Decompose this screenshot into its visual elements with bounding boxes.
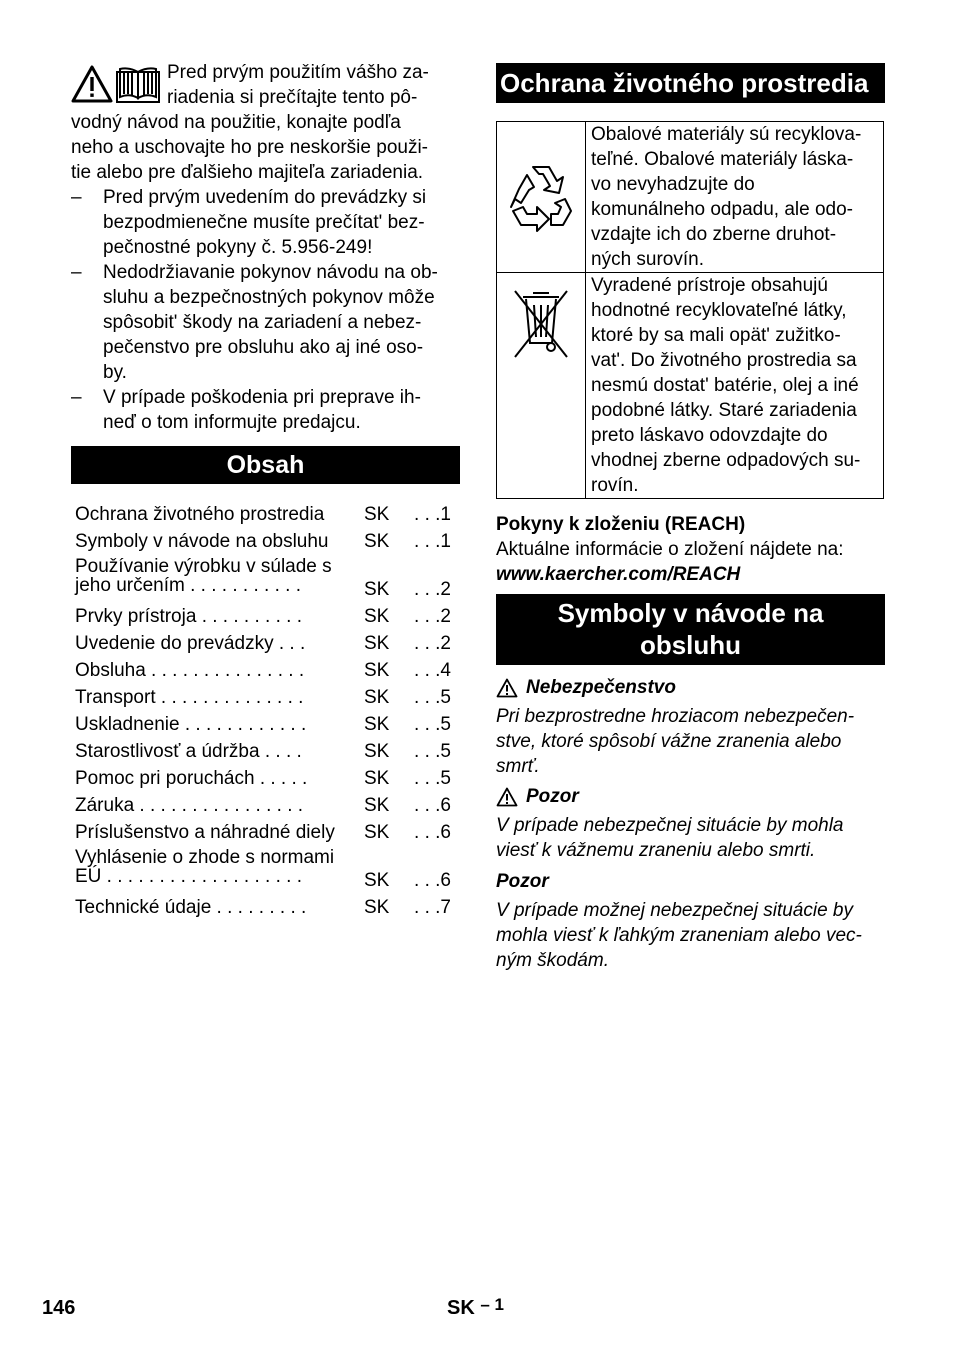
toc-entry-page: . . .2 [414, 579, 451, 600]
toc-entry-page: . . .2 [414, 633, 451, 654]
open-book-icon [117, 68, 159, 102]
toc-entry-page: . . .5 [414, 741, 451, 762]
toc-entry[interactable] [75, 603, 460, 630]
toc-entry-title: Uvedenie do prevádzky . . . [75, 633, 306, 654]
toc-entry[interactable] [75, 711, 460, 738]
toc-entry[interactable] [75, 501, 460, 528]
toc-entry[interactable] [75, 684, 460, 711]
environment-table [496, 121, 884, 499]
toc-entry-page: . . .1 [414, 504, 451, 525]
toc-entry-title: Príslušenstvo a náhradné diely [75, 822, 335, 843]
toc-entry-title: Starostlivosť a údržba . . . . [75, 741, 302, 762]
toc-entry[interactable] [75, 657, 460, 684]
toc-entry-page: . . .4 [414, 660, 451, 681]
recycle-icon [503, 159, 579, 235]
toc-entry[interactable] [75, 738, 460, 765]
warning-manual-icons [71, 64, 163, 104]
section-heading-obsah: Obsah [71, 446, 460, 484]
warning-triangle-icon [496, 678, 518, 698]
toc-entry-lang: SK [364, 897, 390, 918]
toc-entry-page: . . .6 [414, 822, 451, 843]
intro-line: tie alebo pre ďalšieho majiteľa zariadenia. [71, 162, 424, 183]
toc-entry-lang: SK [364, 504, 390, 525]
toc-entry[interactable] [75, 528, 460, 555]
intro-section [71, 60, 460, 435]
reach-text: Aktuálne informácie o zložení nájdete na: [496, 539, 844, 560]
toc-entry-title: Pomoc pri poruchách . . . . . [75, 768, 308, 789]
toc-entry-lang: SK [364, 822, 390, 843]
toc-entry-page: . . .6 [414, 870, 451, 891]
table-row [497, 122, 884, 273]
toc-entry-title: Obsluha . . . . . . . . . . . . . . . [75, 660, 305, 681]
table-cell-icon [497, 273, 586, 499]
footer-lang-page: SK $^{- 1}$ [447, 1295, 504, 1319]
toc-entry-title: Technické údaje . . . . . . . . . [75, 897, 307, 918]
list-item: – V prípade poškodenia pri preprave ih- neď o tom informujte predajcu. [71, 387, 421, 433]
toc-entry-title: Uskladnenie . . . . . . . . . . . . [75, 714, 307, 735]
intro-line: neho a uschovajte ho pre neskoršie použi- [71, 137, 429, 158]
toc-entry[interactable] [75, 819, 460, 846]
list-item: – Pred prvým uvedením do prevádzky si bezpodmienečne musíte prečítat' bez- pečnostné pokyny č. 5.956-249! [71, 187, 427, 258]
symbol-warning: Pozor V prípade nebezpečnej situácie by mohla viesť k vážnemu zraneniu alebo smrti. [496, 786, 844, 861]
toc-entry-page: . . .5 [414, 714, 451, 735]
toc-entry[interactable] [75, 894, 460, 921]
toc-entry-page: . . .2 [414, 606, 451, 627]
toc-entry-title: Ochrana životného prostredia [75, 504, 325, 525]
list-item: – Nedodržiavanie pokynov návodu na ob- sluhu a bezpečnostných pokynov môže spôsobit' škody na zariadení a nebez- pečenstvo pre obsluhu ako aj iné oso- by. [71, 262, 438, 383]
toc-entry-title: Transport . . . . . . . . . . . . . . [75, 687, 304, 708]
toc-entry-page: . . .5 [414, 768, 451, 789]
warning-triangle-icon [496, 787, 518, 807]
symbol-danger: Nebezpečenstvo Pri bezprostredne hroziacom nebezpečen- stve, ktoré spôsobí vážne zranenia alebo smrť. [496, 677, 855, 777]
toc-entry-page: . . .1 [414, 531, 451, 552]
toc-entry-page: . . .7 [414, 897, 451, 918]
toc-entry[interactable] [75, 630, 460, 657]
toc-entry[interactable] [75, 555, 460, 603]
toc-entry-lang: SK [364, 741, 390, 762]
toc-entry-title: Záruka . . . . . . . . . . . . . . . . [75, 795, 304, 816]
table-cell-text: Vyradené prístroje obsahujú hodnotné recyklovateľné látky, ktoré by sa mali opät' zužitko- vat'. Do životného prostredia sa nesmú dostat' batérie, olej a iné podobné látky. Staré zariadenia preto láskavo odovzdajte do vhodnej zberne odpadových su- rovín. [586, 273, 884, 499]
toc-entry-lang: SK [364, 768, 390, 789]
reach-heading: Pokyny k zloženiu (REACH) [496, 514, 746, 535]
intro-line: Pred prvým použitím vášho za- [167, 62, 429, 83]
toc-entry-title: Používanie výrobku v súlade s jeho určením . . . . . . . . . . . [75, 556, 332, 596]
toc-entry[interactable] [75, 792, 460, 819]
reach-section [496, 512, 885, 587]
intro-line: vodný návod na použitie, konajte podľa [71, 112, 401, 133]
toc-entry-lang: SK [364, 660, 390, 681]
page-number: 146 [42, 1297, 76, 1319]
table-row [497, 273, 884, 499]
reach-link[interactable]: www.kaercher.com/REACH [496, 564, 741, 585]
table-cell-icon [497, 122, 586, 273]
section-heading-symboly: Symboly v návode na obsluhu [496, 594, 885, 665]
toc-entry-title: Prvky prístroja . . . . . . . . . . [75, 606, 302, 627]
section-heading-ochrana: Ochrana životného prostredia [496, 63, 885, 103]
symbol-title: Nebezpečenstvo [526, 677, 676, 698]
toc-entry-lang: SK [364, 606, 390, 627]
toc-entry-lang: SK [364, 579, 390, 600]
toc-entry-page: . . .5 [414, 687, 451, 708]
toc-entry-lang: SK [364, 687, 390, 708]
toc-entry-title: Vyhlásenie o zhode s normami EÚ . . . . . . . . . . . . . . . . . . . [75, 847, 335, 887]
intro-icons [71, 64, 163, 108]
toc-entry-lang: SK [364, 531, 390, 552]
table-of-contents [75, 501, 460, 921]
toc-entry-title: Symboly v návode na obsluhu [75, 531, 329, 552]
symbol-caution: Pozor V prípade možnej nebezpečnej situácie by mohla viesť k ľahkým zraneniam alebo vec- ným škodám. [496, 871, 862, 971]
toc-entry-lang: SK [364, 795, 390, 816]
toc-entry-page: . . .6 [414, 795, 451, 816]
symbol-title: Pozor [496, 871, 549, 892]
intro-bullets [71, 185, 460, 435]
toc-entry-lang: SK [364, 870, 390, 891]
toc-entry[interactable] [75, 765, 460, 792]
toc-entry[interactable] [75, 846, 460, 894]
intro-line: riadenia si prečítajte tento pô- [167, 87, 418, 108]
symbol-title: Pozor [526, 786, 579, 807]
crossed-bin-icon [511, 287, 571, 361]
warning-triangle-icon [73, 67, 111, 101]
toc-entry-lang: SK [364, 633, 390, 654]
toc-entry-lang: SK [364, 714, 390, 735]
table-cell-text: Obalové materiály sú recyklova- teľné. Obalové materiály láska- vo nevyhadzujte do komunálneho odpadu, ale odo- vzdajte ich do zberne druhot- ných surovín. [586, 122, 884, 273]
